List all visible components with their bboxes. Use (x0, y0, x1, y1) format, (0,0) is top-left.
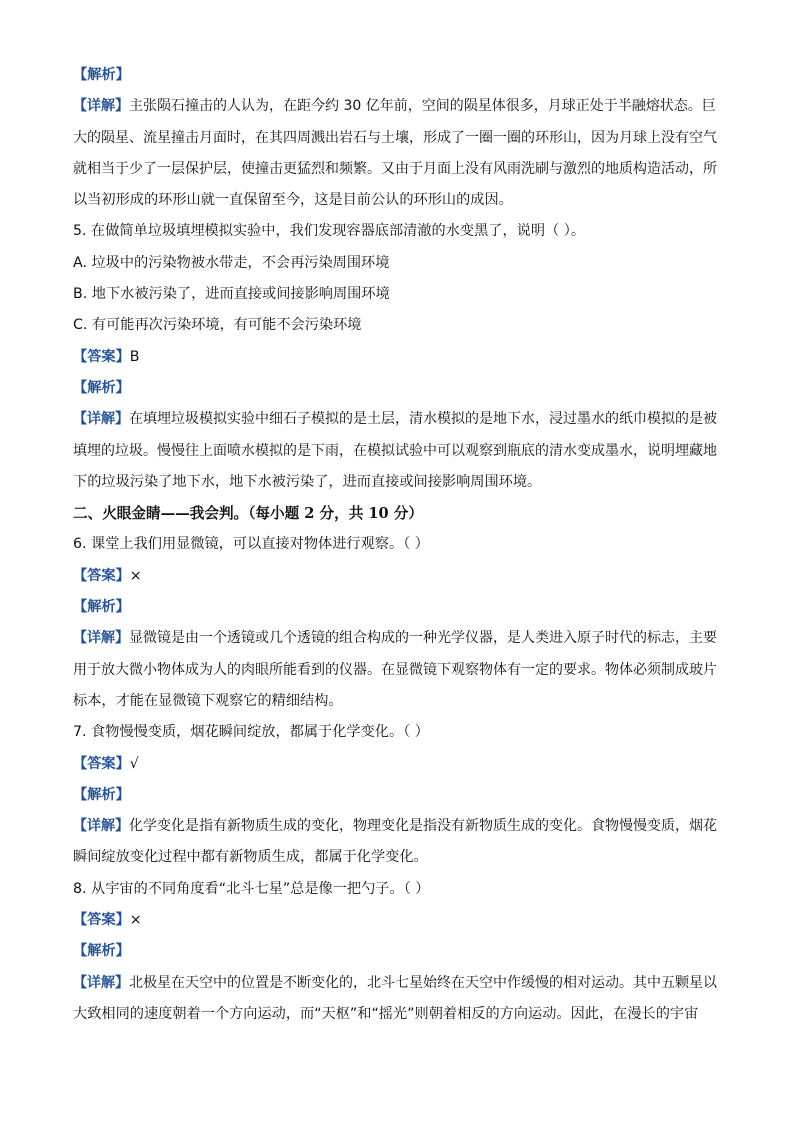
question-text: A. 垃圾中的污染物被水带走，不会再污染周围环境 (73, 254, 390, 271)
question-text: B. 地下水被污染了，进而直接或间接影响周围环境 (73, 286, 390, 303)
question-text: 7. 食物慢慢变质，烟花瞬间绽放，都属于化学变化。（ ） (73, 724, 429, 741)
explanation-text: 瞬间绽放变化过程中都有新物质生成，都属于化学变化。 (73, 849, 428, 866)
explanation-text: 以当初形成的环形山就一直保留至今，这是目前公认的环形山的成因。 (73, 192, 513, 209)
answer-tag: 【答案】 (73, 567, 130, 584)
explanation-text: 主张陨石撞击的人认为，在距今约 30 亿年前，空间的陨星体很多，月球正处于半融熔状态。巨 (129, 98, 716, 115)
explanation-line (73, 686, 723, 717)
explanation-text: 大致相同的速度朝着一个方向运动，而“天枢”和“摇光”则朝着相反的方向运动。因此，在漫长的宇宙 (73, 1005, 699, 1022)
section-label-line (73, 592, 723, 623)
analysis-tag: 【解析】 (73, 379, 130, 396)
question-text: C. 有可能再次污染环境，有可能不会污染环境 (73, 317, 362, 334)
explanation-text: 大的陨星、流星撞击月面时，在其四周溅出岩石与土壤，形成了一圈一圈的环形山，因为月球上没有空气 (73, 129, 717, 146)
explanation-line (73, 154, 723, 185)
answer-value: × (129, 912, 142, 929)
explanation-line (73, 655, 723, 686)
document-page (73, 60, 723, 1030)
explanation-line (73, 404, 723, 435)
section-label-line (73, 936, 723, 967)
explanation-line (73, 623, 723, 654)
answer-line (73, 342, 723, 373)
answer-value: × (129, 567, 142, 584)
question-text: 6. 课堂上我们用显微镜，可以直接对物体进行观察。（ ） (73, 536, 429, 553)
answer-tag: 【答案】 (73, 755, 130, 772)
explanation-text: 用于放大微小物体成为人的肉眼所能看到的仪器。在显微镜下观察物体有一定的要求。物体必须制成玻片 (73, 661, 717, 678)
detail-tag: 【详解】 (73, 818, 129, 835)
explanation-text: 就相当于少了一层保护层，使撞击更猛烈和频繁。又由于月面上没有风雨洗刷与激烈的地质构造活动，所 (73, 160, 717, 177)
answer-tag: 【答案】 (73, 348, 130, 365)
question-text: 5. 在做简单垃圾填埋模拟实验中，我们发现容器底部清澈的水变黑了，说明（ ）。 (73, 223, 586, 240)
explanation-line (73, 999, 723, 1030)
section-label-line (73, 60, 723, 91)
answer-tag: 【答案】 (73, 912, 130, 929)
answer-line (73, 749, 723, 780)
explanation-text: 化学变化是指有新物质生成的变化，物理变化是指没有新物质生成的变化。食物慢慢变质，烟花 (129, 818, 717, 835)
explanation-text: 填埋的垃圾。慢慢往上面喷水模拟的是下雨，在模拟试验中可以观察到瓶底的清水变成墨水，说明埋藏地 (73, 442, 717, 459)
detail-tag: 【详解】 (73, 98, 129, 115)
section-label-line (73, 780, 723, 811)
explanation-line (73, 842, 723, 873)
section-heading: 二、火眼金睛——我会判。（每小题 2 分，共 10 分） (73, 505, 423, 523)
explanation-line (73, 185, 723, 216)
explanation-text: 北极星在天空中的位置是不断变化的，北斗七星始终在天空中作缓慢的相对运动。其中五颗星以 (129, 974, 717, 991)
analysis-tag: 【解析】 (73, 786, 130, 803)
explanation-text: 下的垃圾污染了地下水，地下水被污染了，进而直接或间接影响周围环境。 (73, 473, 542, 490)
explanation-line (73, 91, 723, 122)
answer-line (73, 905, 723, 936)
answer-line (73, 561, 723, 592)
answer-value: B (129, 348, 140, 365)
explanation-text: 显微镜是由一个透镜或几个透镜的组合构成的一种光学仪器，是人类进入原子时代的标志，主要 (129, 630, 717, 647)
explanation-line (73, 968, 723, 999)
explanation-line (73, 123, 723, 154)
question-text: 8. 从宇宙的不同角度看“北斗七星”总是像一把勺子。（ ） (73, 880, 430, 897)
explanation-line (73, 467, 723, 498)
analysis-tag: 【解析】 (73, 943, 130, 960)
section-label-line (73, 373, 723, 404)
explanation-text: 在填埋垃圾模拟实验中细石子模拟的是土层，清水模拟的是地下水，浸过墨水的纸巾模拟的是被 (129, 411, 717, 428)
detail-tag: 【详解】 (73, 630, 129, 647)
analysis-tag: 【解析】 (73, 67, 130, 83)
answer-value: √ (129, 755, 139, 772)
detail-tag: 【详解】 (73, 411, 129, 428)
detail-tag: 【详解】 (73, 974, 129, 991)
explanation-line (73, 811, 723, 842)
explanation-line (73, 436, 723, 467)
explanation-text: 标本，才能在显微镜下观察它的精细结构。 (73, 692, 343, 709)
analysis-tag: 【解析】 (73, 599, 130, 616)
